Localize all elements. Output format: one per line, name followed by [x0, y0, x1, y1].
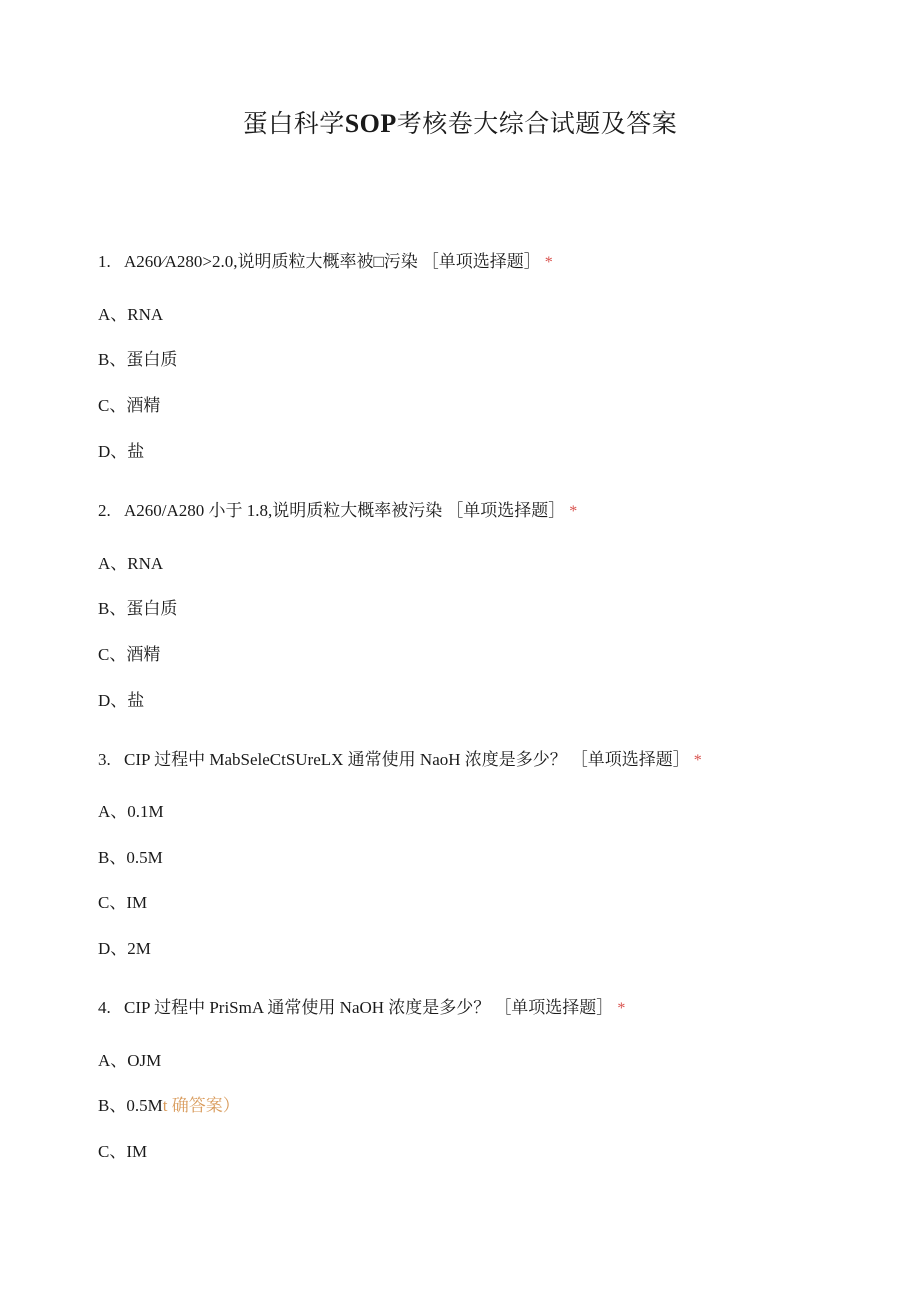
question-text: A260⁄A280>2.0,说明质粒大概率被□污染: [124, 252, 418, 271]
question-3: [98, 745, 702, 770]
option-2d[interactable]: D、盐: [98, 691, 145, 710]
option-3a[interactable]: A、0.1M: [98, 802, 164, 821]
question-text: CIP 过程中 PriSmA 通常使用 NaOH 浓度是多少？: [124, 998, 491, 1017]
question-type: ［单项选择题］: [446, 501, 566, 520]
option-2a[interactable]: A、RNA: [98, 554, 164, 573]
question-type: ［单项选择题］: [421, 252, 541, 271]
question-number: 2.: [98, 501, 111, 520]
option-4b[interactable]: [98, 1091, 240, 1116]
question-2: [98, 496, 577, 521]
page-title: [0, 104, 920, 140]
option-1a[interactable]: A、RNA: [98, 305, 164, 324]
question-number: 4.: [98, 998, 111, 1017]
question-text: CIP 过程中 MabSeleCtSUreLX 通常使用 NaoH 浓度是多少？: [124, 750, 567, 769]
option-1d[interactable]: D、盐: [98, 442, 145, 461]
option-3d[interactable]: D、2M: [98, 939, 151, 958]
required-marker: *: [544, 254, 553, 271]
option-3c[interactable]: C、IM: [98, 893, 148, 912]
correct-answer-mark: t 确答案）: [162, 1096, 240, 1115]
option-2b[interactable]: B、蛋白质: [98, 599, 178, 618]
title-part-2: SOP: [344, 109, 397, 138]
option-1c[interactable]: C、酒精: [98, 396, 161, 415]
required-marker: *: [693, 752, 702, 769]
question-number: 1.: [98, 252, 111, 271]
option-4c[interactable]: C、IM: [98, 1142, 148, 1161]
question-4: [98, 993, 625, 1018]
question-type: ［单项选择题］: [494, 998, 614, 1017]
option-2c[interactable]: C、酒精: [98, 645, 161, 664]
option-4a[interactable]: A、OJM: [98, 1051, 162, 1070]
required-marker: *: [617, 1000, 626, 1017]
question-1: [98, 247, 553, 272]
title-part-3: 考核卷大综合试题及答案: [396, 111, 678, 138]
question-type: ［单项选择题］: [570, 750, 690, 769]
option-3b[interactable]: B、0.5M: [98, 848, 163, 867]
required-marker: *: [569, 503, 578, 520]
question-text: A260/A280 小于 1.8,说明质粒大概率被污染: [124, 501, 443, 520]
question-number: 3.: [98, 750, 111, 769]
title-part-1: 蛋白科学: [242, 111, 345, 138]
option-label: B、0.5M: [98, 1096, 163, 1115]
option-1b[interactable]: B、蛋白质: [98, 350, 178, 369]
